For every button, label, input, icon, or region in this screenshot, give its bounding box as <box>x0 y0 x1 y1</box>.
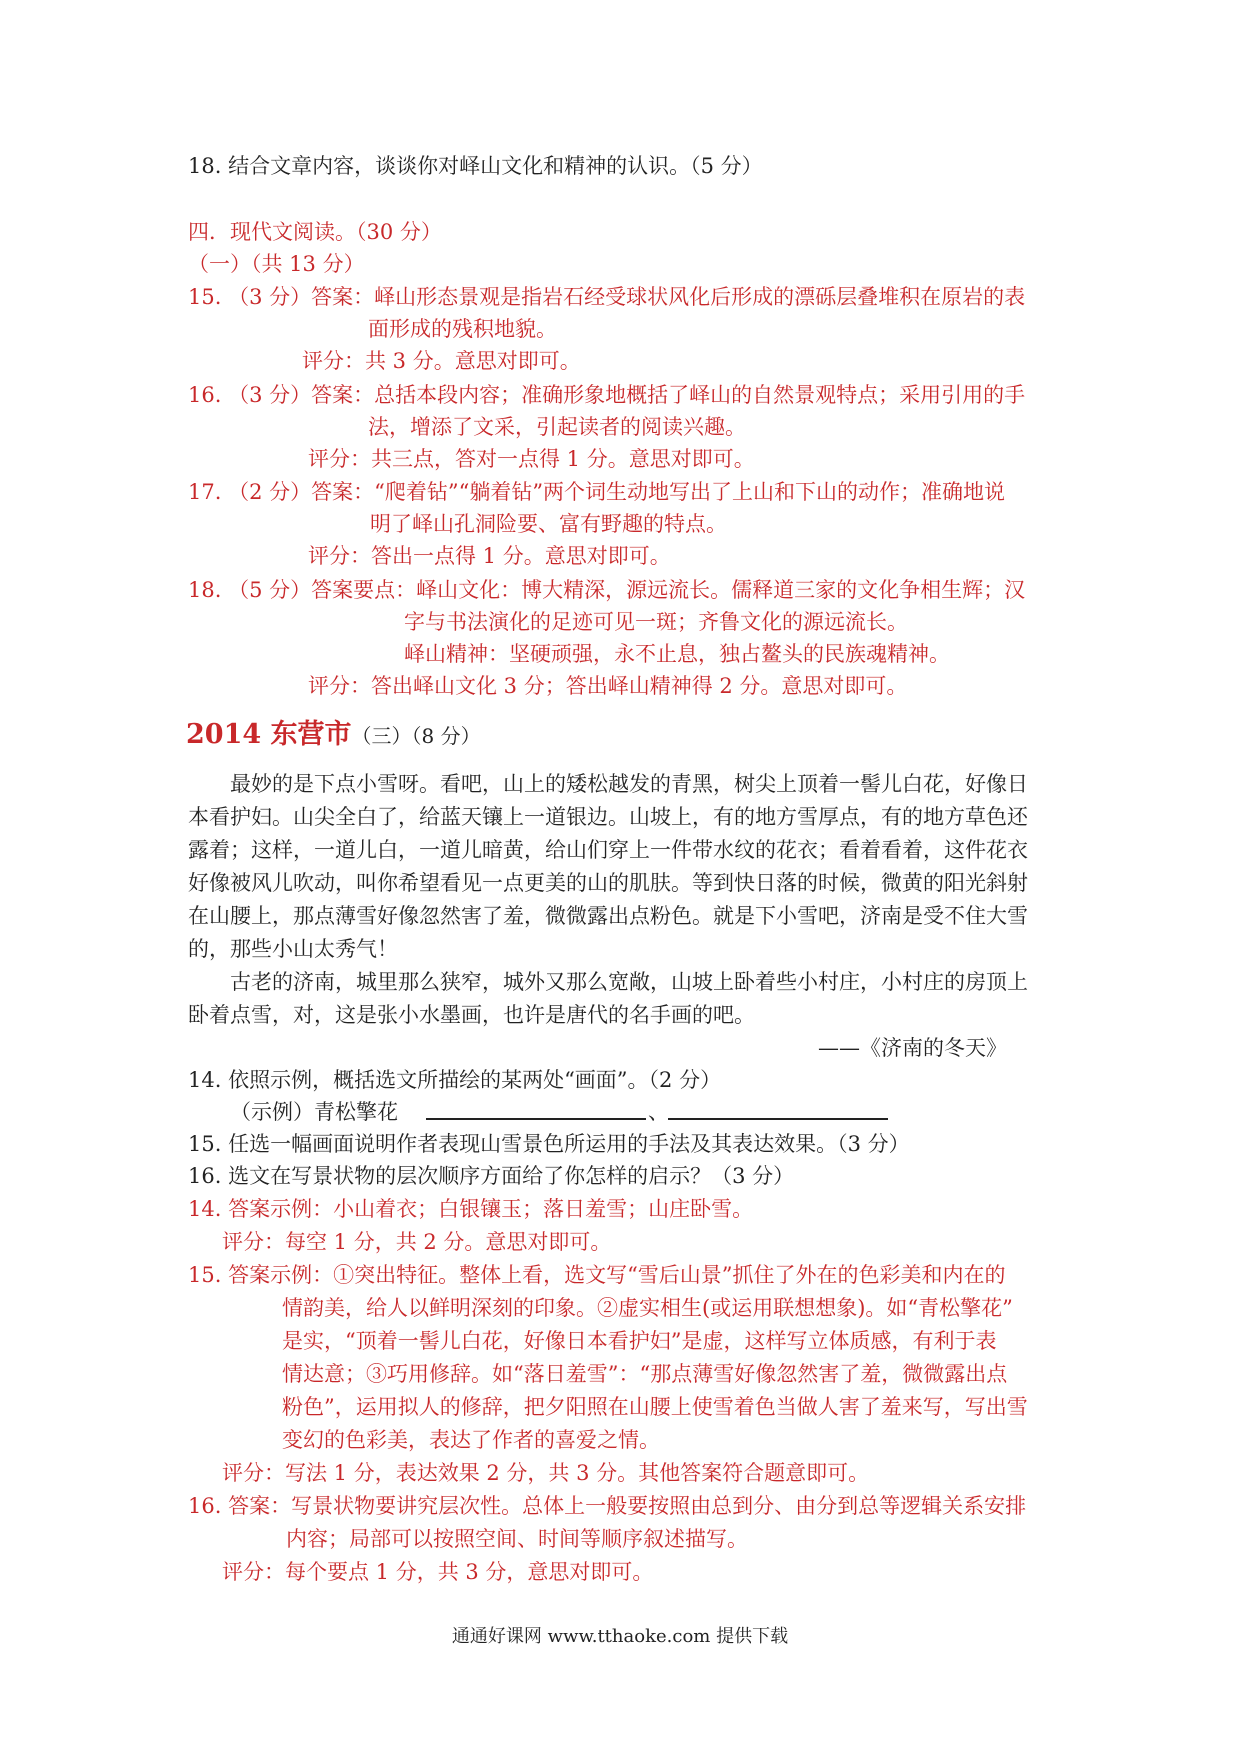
passage-source: ——《济南的冬天》 <box>818 1036 1007 1060</box>
dongying-subtitle: （三）（8 分） <box>351 724 481 748</box>
dongying-heading <box>186 718 481 753</box>
page-footer: 通通好课网 www.tthaoke.com 提供下载 <box>451 1626 789 1647</box>
example-text: （示例）青松擎花 <box>230 1100 398 1124</box>
answer-15-line2: 面形成的残积地貌。 <box>368 317 557 341</box>
answer-17-line1: 17. （2 分）答案：“爬着钻”“躺着钻”两个词生动地写出了上山和下山的动作；准确地说 <box>188 480 1006 504</box>
question-18: 18. 结合文章内容，谈谈你对峄山文化和精神的认识。（5 分） <box>188 154 763 178</box>
answer-14-score: 评分：每空 1 分，共 2 分。意思对即可。 <box>222 1230 612 1254</box>
answer-16-score: 评分：每个要点 1 分，共 3 分，意思对即可。 <box>222 1560 654 1584</box>
answer-16-line: 内容；局部可以按照空间、时间等顺序叙述描写。 <box>286 1527 748 1551</box>
answer-15-score: 评分：共 3 分。意思对即可。 <box>302 349 581 373</box>
answer-15-line1: 15. （3 分）答案：峄山形态景观是指岩石经受球状风化后形成的漂砾层叠堆积在原岩的表 <box>188 285 1026 309</box>
passage-line: 好像被风儿吹动，叫你希望看见一点更美的山的肌肤。等到快日落的时候，微黄的阳光斜射 <box>188 871 1028 895</box>
answer-16-line: 16. 答案：写景状物要讲究层次性。总体上一般要按照由总到分、由分到总等逻辑关系安排 <box>188 1494 1027 1518</box>
answer-16-line1: 16. （3 分）答案：总括本段内容；准确形象地概括了峄山的自然景观特点；采用引用的手 <box>188 383 1026 407</box>
section-title: 四．现代文阅读。（30 分） <box>188 220 442 244</box>
passage-line: 的，那些小山太秀气！ <box>188 937 398 961</box>
dongying-title: 2014 东营市 <box>186 719 352 750</box>
answer-blank-1[interactable] <box>426 1118 646 1120</box>
passage-line: 古老的济南，城里那么狭窄，城外又那么宽敞，山坡上卧着些小村庄，小村庄的房顶上 <box>230 970 1028 994</box>
answer-17-line2: 明了峄山孔洞险要、富有野趣的特点。 <box>370 512 727 536</box>
answer-15-line: 粉色”，运用拟人的修辞，把夕阳照在山腰上使雪着色当做人害了羞来写，写出雪 <box>282 1395 1028 1419</box>
answer-18-line3: 峄山精神：坚硬顽强，永不止息，独占鳌头的民族魂精神。 <box>404 642 950 666</box>
passage-line: 在山腰上，那点薄雪好像忽然害了羞，微微露出点粉色。就是下小雪吧，济南是受不住大雪 <box>188 904 1028 928</box>
answer-14: 14. 答案示例：小山着衣；白银镶玉；落日羞雪；山庄卧雪。 <box>188 1197 754 1221</box>
answer-15-score: 评分：写法 1 分，表达效果 2 分，共 3 分。其他答案符合题意即可。 <box>222 1461 870 1485</box>
answer-18-score: 评分：答出峄山文化 3 分；答出峄山精神得 2 分。意思对即可。 <box>308 674 908 698</box>
answer-17-score: 评分：答出一点得 1 分。意思对即可。 <box>308 544 671 568</box>
section-subtitle: （一）（共 13 分） <box>188 252 365 276</box>
answer-16-score: 评分：共三点，答对一点得 1 分。意思对即可。 <box>308 447 755 471</box>
question-14: 14. 依照示例，概括选文所描绘的某两处“画面”。（2 分） <box>188 1068 722 1092</box>
answer-16-line2: 法，增添了文采，引起读者的阅读兴趣。 <box>368 415 746 439</box>
answer-18-line1: 18. （5 分）答案要点：峄山文化：博大精深，源远流长。儒释道三家的文化争相生辉；汉 <box>188 578 1026 602</box>
question-15: 15. 任选一幅画面说明作者表现山雪景色所运用的手法及其表达效果。（3 分） <box>188 1132 910 1156</box>
answer-15-line: 变幻的色彩美，表达了作者的喜爱之情。 <box>282 1428 660 1452</box>
answer-18-line2: 字与书法演化的足迹可见一斑；齐鲁文化的源远流长。 <box>404 610 908 634</box>
answer-15-line: 是实，“顶着一髻儿白花，好像日本看护妇”是虚，这样写立体质感，有利于表 <box>282 1329 997 1353</box>
answer-15-line: 15. 答案示例：①突出特征。整体上看，选文写“雪后山景”抓住了外在的色彩美和内在的 <box>188 1263 1006 1287</box>
answer-blank-2[interactable] <box>668 1118 888 1120</box>
question-16: 16. 选文在写景状物的层次顺序方面给了你怎样的启示？（3 分） <box>188 1164 795 1188</box>
blank-separator: 、 <box>648 1100 669 1124</box>
passage-line: 最妙的是下点小雪呀。看吧，山上的矮松越发的青黑，树尖上顶着一髻儿白花，好像日 <box>230 772 1028 796</box>
answer-15-line: 情韵美，给人以鲜明深刻的印象。②虚实相生(或运用联想想象)。如“青松擎花” <box>282 1296 1013 1320</box>
passage-line: 卧着点雪，对，这是张小水墨画，也许是唐代的名手画的吧。 <box>188 1003 755 1027</box>
passage-line: 露着；这样，一道儿白，一道儿暗黄，给山们穿上一件带水纹的花衣；看着看着，这件花衣 <box>188 838 1028 862</box>
passage-line: 本看护妇。山尖全白了，给蓝天镶上一道银边。山坡上，有的地方雪厚点，有的地方草色还 <box>188 805 1028 829</box>
answer-15-line: 情达意；③巧用修辞。如“落日羞雪”：“那点薄雪好像忽然害了羞，微微露出点 <box>282 1362 1008 1386</box>
